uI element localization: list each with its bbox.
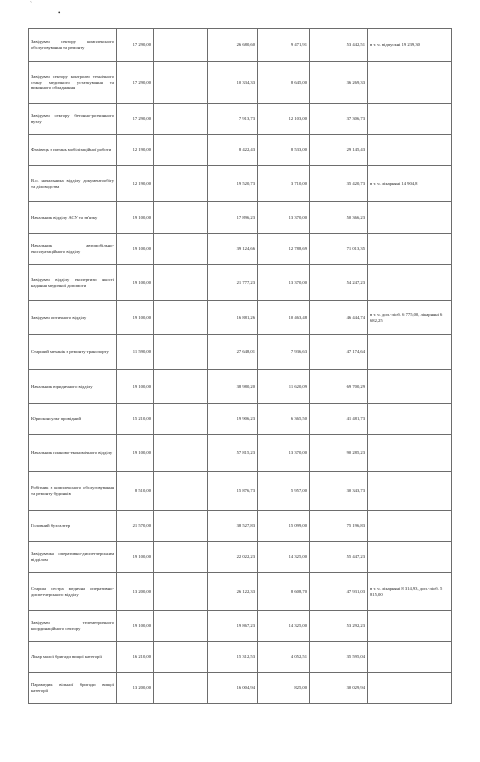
total-cell: 69 700,29 (310, 370, 368, 404)
bonus-cell: 7 913,73 (208, 104, 258, 135)
total-cell: 29 145,43 (310, 135, 368, 166)
allowance-cell: 14 325,00 (258, 542, 310, 573)
base-salary-cell: 19 100,00 (117, 234, 154, 265)
base-salary-cell: 12 190,00 (117, 135, 154, 166)
table-row (29, 370, 452, 404)
salary-table-body (29, 29, 452, 704)
note-cell (368, 335, 452, 370)
empty-cell (154, 104, 208, 135)
allowance-cell: 8 608,70 (258, 573, 310, 611)
empty-cell (154, 573, 208, 611)
total-cell: 36 269,33 (310, 62, 368, 104)
position-cell: Завідувач сектору комплексного обслуговування та ремонту (29, 29, 117, 62)
table-row (29, 542, 452, 573)
allowance-cell: 825,00 (258, 673, 310, 704)
note-cell (368, 404, 452, 435)
total-cell: 71 013,35 (310, 234, 368, 265)
note-cell: в т. ч. відпускні 19 239,30 (368, 29, 452, 62)
note-cell (368, 265, 452, 301)
bonus-cell: 39 124,66 (208, 234, 258, 265)
bonus-cell: 10 334,33 (208, 62, 258, 104)
table-row (29, 642, 452, 673)
total-cell: 35 420,73 (310, 166, 368, 202)
note-cell (368, 511, 452, 542)
empty-cell (154, 435, 208, 472)
salary-table (28, 28, 452, 704)
base-salary-cell: 19 100,00 (117, 301, 154, 335)
empty-cell (154, 642, 208, 673)
position-cell: Начальник юридичного відділу (29, 370, 117, 404)
table-row (29, 135, 452, 166)
empty-cell (154, 673, 208, 704)
position-cell: Старша сестра медична оперативно-диспетчерського відділу (29, 573, 117, 611)
note-cell (368, 202, 452, 234)
allowance-cell: 15 099,00 (258, 511, 310, 542)
note-cell (368, 611, 452, 642)
total-cell: 47 174,64 (310, 335, 368, 370)
allowance-cell: 10 463,48 (258, 301, 310, 335)
allowance-cell: 14 325,00 (258, 611, 310, 642)
bonus-cell: 19 520,73 (208, 166, 258, 202)
table-row (29, 404, 452, 435)
base-salary-cell: 15 210,00 (117, 404, 154, 435)
total-cell: 90 285,23 (310, 435, 368, 472)
table-row (29, 301, 452, 335)
allowance-cell: 12 103,00 (258, 104, 310, 135)
empty-cell (154, 202, 208, 234)
base-salary-cell: 19 100,00 (117, 265, 154, 301)
position-cell: Юрисконсульт провідний (29, 404, 117, 435)
empty-cell (154, 301, 208, 335)
position-cell: Лікар малої бригади вищої категорії (29, 642, 117, 673)
base-salary-cell: 19 100,00 (117, 435, 154, 472)
page-dot: • (58, 9, 61, 17)
note-cell (368, 370, 452, 404)
note-cell (368, 435, 452, 472)
position-cell: Завідувач сектору бетонно-розчинного вузлу (29, 104, 117, 135)
allowance-cell: 6 365,50 (258, 404, 310, 435)
empty-cell (154, 542, 208, 573)
allowance-cell: 8 533,00 (258, 135, 310, 166)
empty-cell (154, 29, 208, 62)
base-salary-cell: 19 100,00 (117, 202, 154, 234)
table-row (29, 29, 452, 62)
allowance-cell: 13 370,00 (258, 202, 310, 234)
base-salary-cell: 19 100,00 (117, 542, 154, 573)
table-row (29, 511, 452, 542)
table-row (29, 573, 452, 611)
allowance-cell: 4 052,51 (258, 642, 310, 673)
position-cell: Завідувач телеметричного координаційного сектору (29, 611, 117, 642)
allowance-cell: 12 788,69 (258, 234, 310, 265)
note-cell: в т. ч. лікарняні 8 314,93, доп.-ліоб. 5 815,00 (368, 573, 452, 611)
position-cell: Старший механік з ремонту транспорту (29, 335, 117, 370)
bonus-cell: 16 004,94 (208, 673, 258, 704)
base-salary-cell: 17 290,00 (117, 29, 154, 62)
table-row (29, 62, 452, 104)
note-cell (368, 642, 452, 673)
note-cell (368, 104, 452, 135)
note-cell (368, 135, 452, 166)
total-cell: 37 306,73 (310, 104, 368, 135)
base-salary-cell: 21 570,00 (117, 511, 154, 542)
empty-cell (154, 335, 208, 370)
table-row (29, 673, 452, 704)
table-row (29, 234, 452, 265)
total-cell: 53 442,51 (310, 29, 368, 62)
empty-cell (154, 62, 208, 104)
allowance-cell: 3 710,00 (258, 166, 310, 202)
bonus-cell: 19 906,23 (208, 404, 258, 435)
base-salary-cell: 16 210,00 (117, 642, 154, 673)
note-cell (368, 673, 452, 704)
bonus-cell: 22 022,23 (208, 542, 258, 573)
empty-cell (154, 234, 208, 265)
position-cell: В.о. начальника відділу документообігу та діловодства (29, 166, 117, 202)
position-cell: Завідувач сектору контролю технічного стану медичного устаткування та виконного обладнання (29, 62, 117, 104)
empty-cell (154, 265, 208, 301)
bonus-cell: 26 680,60 (208, 29, 258, 62)
empty-cell (154, 404, 208, 435)
note-cell (368, 542, 452, 573)
allowance-cell: 8 645,00 (258, 62, 310, 104)
note-cell: в т. ч. доп.-ліоб. 6 775,00, лікарняні 6 682,25 (368, 301, 452, 335)
bonus-cell: 21 777,23 (208, 265, 258, 301)
note-cell (368, 472, 452, 511)
table-row (29, 611, 452, 642)
position-cell: Завідувач оптичного відділу (29, 301, 117, 335)
total-cell: 47 931,03 (310, 573, 368, 611)
total-cell: 46 444,74 (310, 301, 368, 335)
base-salary-cell: 19 100,00 (117, 370, 154, 404)
bonus-cell: 17 896,23 (208, 202, 258, 234)
bonus-cell: 38 980,20 (208, 370, 258, 404)
total-cell: 53 292,23 (310, 611, 368, 642)
empty-cell (154, 135, 208, 166)
empty-cell (154, 472, 208, 511)
base-salary-cell: 12 190,00 (117, 166, 154, 202)
empty-cell (154, 611, 208, 642)
bonus-cell: 16 881,26 (208, 301, 258, 335)
note-cell (368, 234, 452, 265)
base-salary-cell: 19 100,00 (117, 611, 154, 642)
table-row (29, 104, 452, 135)
total-cell: 50 366,23 (310, 202, 368, 234)
base-salary-cell: 8 510,00 (117, 472, 154, 511)
empty-cell (154, 370, 208, 404)
table-row (29, 335, 452, 370)
total-cell: 75 196,83 (310, 511, 368, 542)
allowance-cell: 11 620,09 (258, 370, 310, 404)
position-cell: Начальник планово-економічного відділу (29, 435, 117, 472)
total-cell: 35 595,04 (310, 642, 368, 673)
empty-cell (154, 511, 208, 542)
page-corner-mark: ` (30, 2, 32, 8)
bonus-cell: 26 122,33 (208, 573, 258, 611)
note-cell (368, 62, 452, 104)
empty-cell (154, 166, 208, 202)
total-cell: 30 343,73 (310, 472, 368, 511)
allowance-cell: 9 471,91 (258, 29, 310, 62)
position-cell: Начальник автомобільно-експлуатаційного відділу (29, 234, 117, 265)
allowance-cell: 5 957,00 (258, 472, 310, 511)
position-cell: Завідувач відділу експертизи якості надання медичної допомоги (29, 265, 117, 301)
total-cell: 55 447,23 (310, 542, 368, 573)
table-row (29, 472, 452, 511)
table-row (29, 265, 452, 301)
total-cell: 54 247,23 (310, 265, 368, 301)
allowance-cell: 13 370,00 (258, 265, 310, 301)
allowance-cell: 13 370,00 (258, 435, 310, 472)
position-cell: Парамедик вільної бригади вищої категорії (29, 673, 117, 704)
base-salary-cell: 17 290,00 (117, 62, 154, 104)
position-cell: Робітник з комплексного обслуговування та ремонту будинків (29, 472, 117, 511)
position-cell: Завідувачка оперативно-диспетчерським відділом (29, 542, 117, 573)
position-cell: Фахівець з питань мобілізаційної роботи (29, 135, 117, 166)
bonus-cell: 8 422,43 (208, 135, 258, 166)
note-cell: в т. ч. лікарняні 14 904,8 (368, 166, 452, 202)
table-row (29, 435, 452, 472)
base-salary-cell: 11 590,00 (117, 335, 154, 370)
bonus-cell: 15 876,73 (208, 472, 258, 511)
table-row (29, 202, 452, 234)
table-row (29, 166, 452, 202)
base-salary-cell: 13 200,00 (117, 573, 154, 611)
bonus-cell: 27 648,01 (208, 335, 258, 370)
bonus-cell: 19 867,23 (208, 611, 258, 642)
allowance-cell: 7 936,63 (258, 335, 310, 370)
base-salary-cell: 13 200,00 (117, 673, 154, 704)
position-cell: Начальник відділу АСУ та зв'язку (29, 202, 117, 234)
bonus-cell: 38 527,83 (208, 511, 258, 542)
bonus-cell: 15 312,53 (208, 642, 258, 673)
bonus-cell: 57 815,23 (208, 435, 258, 472)
total-cell: 30 029,94 (310, 673, 368, 704)
base-salary-cell: 17 290,00 (117, 104, 154, 135)
total-cell: 41 481,73 (310, 404, 368, 435)
position-cell: Головний бухгалтер (29, 511, 117, 542)
